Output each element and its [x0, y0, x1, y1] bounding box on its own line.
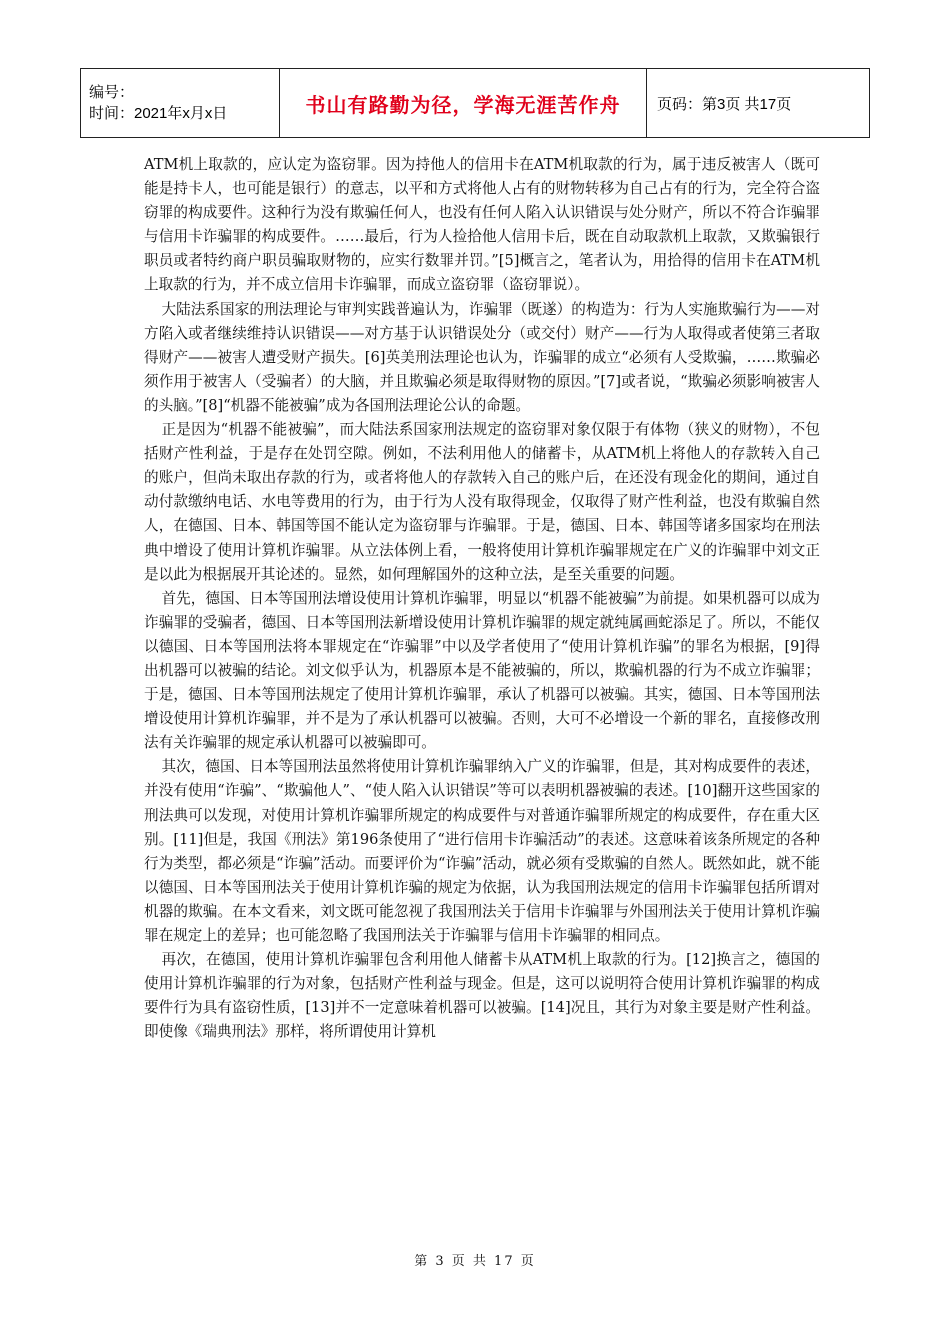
document-body: [144, 153, 820, 1044]
paragraph: 首先，德国、日本等国刑法增设使用计算机诈骗罪，明显以“机器不能被骗”为前提。如果机器可以成为诈骗罪的受骗者，德国、日本等国刑法新增设使用计算机诈骗罪的规定就纯属画蛇添足了。所以，不能仅以德国、日本等国刑法将本罪规定在“诈骗罪”中以及学者使用了“使用计算机诈骗”的罪名为根据，[9]得出机器可以被骗的结论。刘文似乎认为，机器原本是不能被骗的，所以，欺骗机器的行为不成立诈骗罪；于是，德国、日本等国刑法规定了使用计算机诈骗罪，承认了机器可以被骗。其实，德国、日本等国刑法增设使用计算机诈骗罪，并不是为了承认机器可以被骗。否则，大可不必增设一个新的罪名，直接修改刑法有关诈骗罪的规定承认机器可以被骗即可。: [144, 589, 820, 752]
page-header: [80, 68, 870, 138]
serial-number-label: 编号：: [89, 84, 135, 101]
date-label: 时间：2021年x月x日: [89, 105, 228, 122]
paragraph: 大陆法系国家的刑法理论与审判实践普遍认为，诈骗罪（既遂）的构造为：行为人实施欺骗行为——对方陷入或者继续维持认识错误——对方基于认识错误处分（或交付）财产——行为人取得或者使第三者取得财产——被害人遭受财产损失。[6]英美刑法理论也认为，诈骗罪的成立“必须有人受欺骗，……欺骗必须作用于被害人（受骗者）的大脑，并且欺骗必须是取得财物的原因。”[7]或者说，“欺骗必须影响被害人的头脑。”[8]“机器不能被骗”成为各国刑法理论公认的命题。: [144, 300, 820, 414]
paragraph: 正是因为“机器不能被骗”，而大陆法系国家刑法规定的盗窃罪对象仅限于有体物（狭义的财物），不包括财产性利益，于是存在处罚空隙。例如，不法利用他人的储蓄卡，从ATM机上将他人的存款转入自己的账户，但尚未取出存款的行为，或者将他人的存款转入自己的账户后，在还没有现金化的期间，通过自动付款缴纳电话、水电等费用的行为，由于行为人没有取得现金，仅取得了财产性利益，也没有欺骗自然人，在德国、日本、韩国等国不能认定为盗窃罪与诈骗罪。于是，德国、日本、韩国等诸多国家均在刑法典中增设了使用计算机诈骗罪。从立法体例上看，一般将使用计算机诈骗罪规定在广义的诈骗罪中刘文正是以此为根据展开其论述的。显然，如何理解国外的这种立法，是至关重要的问题。: [144, 421, 820, 583]
paragraph: ATM机上取款的，应认定为盗窃罪。因为持他人的信用卡在ATM机取款的行为，属于违反被害人（既可能是持卡人，也可能是银行）的意志，以平和方式将他人占有的财物转移为自己占有的行为，完全符合盗窃罪的构成要件。这种行为没有欺骗任何人，也没有任何人陷入认识错误与处分财产，所以不符合诈骗罪与信用卡诈骗罪的构成要件。……最后，行为人捡拾他人信用卡后，既在自动取款机上取款，又欺骗银行职员或者特约商户职员骗取财物的，应实行数罪并罚。”[5]概言之，笔者认为，用拾得的信用卡在ATM机上取款的行为，并不成立信用卡诈骗罪，而成立盗窃罪（盗窃罪说）。: [144, 156, 820, 294]
header-page-number: 页码：第3页 共17页: [647, 69, 870, 138]
paragraph: 再次，在德国，使用计算机诈骗罪包含利用他人储蓄卡从ATM机上取款的行为。[12]换言之，德国的使用计算机诈骗罪的行为对象，包括财产性利益与现金。但是，这可以说明符合使用计算机诈骗罪的构成要件行为具有盗窃性质，[13]并不一定意味着机器可以被骗。[14]况且，其行为对象主要是财产性利益。即使像《瑞典刑法》那样，将所谓使用计算机: [144, 951, 820, 1041]
header-motto: 书山有路勤为径，学海无涯苦作舟: [280, 69, 647, 138]
page-footer: 第 3 页 共 17 页: [414, 1254, 536, 1269]
header-meta-cell: [81, 69, 280, 138]
paragraph: 其次，德国、日本等国刑法虽然将使用计算机诈骗罪纳入广义的诈骗罪，但是，其对构成要件的表述，并没有使用“诈骗”、“欺骗他人”、“使人陷入认识错误”等可以表明机器被骗的表述。[10]翻开这些国家的刑法典可以发现，对使用计算机诈骗罪所规定的构成要件与对普通诈骗罪所规定的构成要件，存在重大区别。[11]但是，我国《刑法》第196条使用了“进行信用卡诈骗活动”的表述。这意味着该条所规定的各种行为类型，都必须是“诈骗”活动。而要评价为“诈骗”活动，就必须有受欺骗的自然人。既然如此，就不能以德国、日本等国刑法关于使用计算机诈骗的规定为依据，认为我国刑法规定的信用卡诈骗罪包括所谓对机器的欺骗。在本文看来，刘文既可能忽视了我国刑法关于信用卡诈骗罪与外国刑法关于使用计算机诈骗罪在规定上的差异；也可能忽略了我国刑法关于诈骗罪与信用卡诈骗罪的相同点。: [144, 758, 820, 944]
